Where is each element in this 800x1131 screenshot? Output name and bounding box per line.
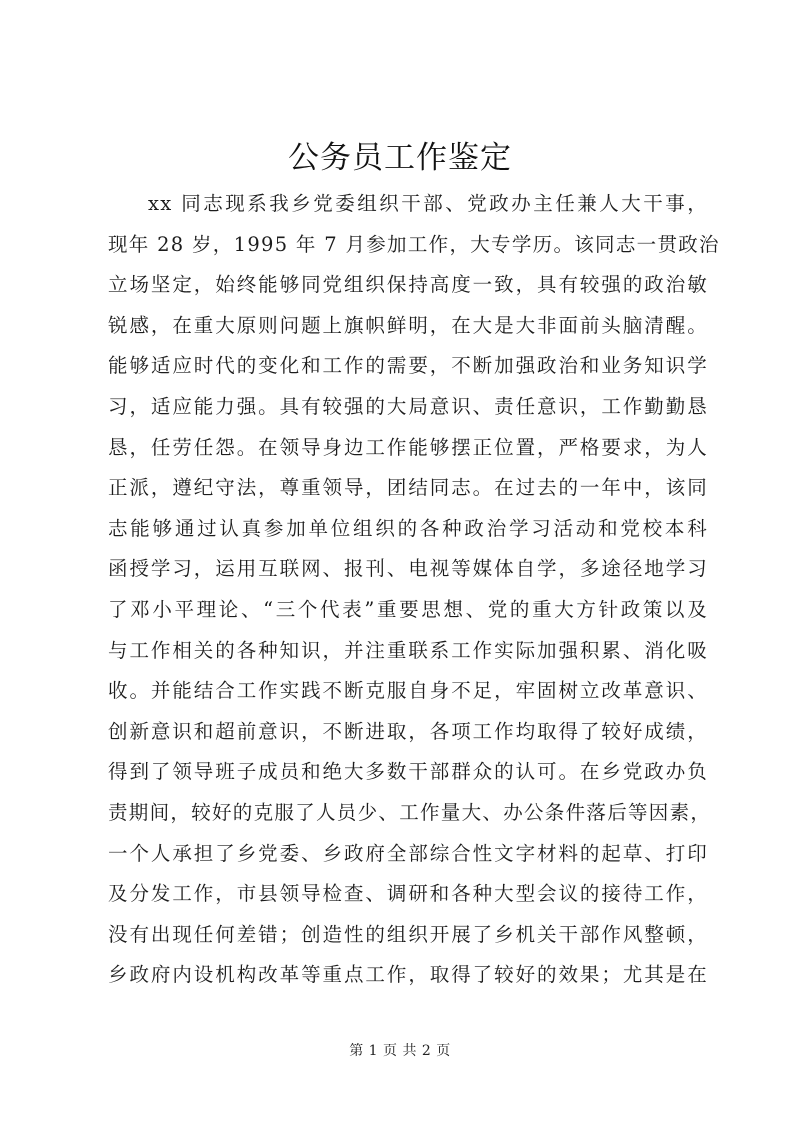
body-line: 与工作相关的各种知识，并注重联系工作实际加强积累、消化吸 bbox=[108, 638, 708, 662]
page-number-footer: 第 1 页 共 2 页 bbox=[349, 1043, 451, 1059]
body-line: xx 同志现系我乡党委组织干部、党政办主任兼人大干事， bbox=[148, 192, 708, 215]
body-line: 及分发工作，市县领导检查、调研和各种大型会议的接待工作， bbox=[108, 882, 708, 906]
body-line: 收。并能结合工作实践不断克服自身不足，牢固树立改革意识、 bbox=[108, 679, 708, 703]
body-line: 正派，遵纪守法，尊重领导，团结同志。在过去的一年中，该同 bbox=[108, 476, 708, 500]
body-line: 乡政府内设机构改革等重点工作，取得了较好的效果；尤其是在 bbox=[108, 963, 708, 987]
body-line: 一个人承担了乡党委、乡政府全部综合性文字材料的起草、打印 bbox=[108, 841, 708, 865]
document-title: 公务员工作鉴定 bbox=[288, 140, 512, 176]
body-line: 习，适应能力强。具有较强的大局意识、责任意识，工作勤勤恳 bbox=[108, 395, 708, 418]
body-line: 创新意识和超前意识，不断进取，各项工作均取得了较好成绩， bbox=[108, 719, 708, 743]
body-line: 了邓小平理论、“三个代表”重要思想、党的重大方针政策以及 bbox=[108, 598, 708, 621]
body-line: 现年 28 岁，1995 年 7 月参加工作，大专学历。该同志一贯政治 bbox=[108, 232, 720, 256]
body-line: 能够适应时代的变化和工作的需要，不断加强政治和业务知识学 bbox=[108, 354, 708, 378]
body-line: 函授学习，运用互联网、报刊、电视等媒体自学，多途径地学习 bbox=[108, 557, 708, 581]
body-line: 立场坚定，始终能够同党组织保持高度一致，具有较强的政治敏 bbox=[108, 273, 708, 297]
body-line: 锐感，在重大原则问题上旗帜鲜明，在大是大非面前头脑清醒。 bbox=[108, 313, 708, 337]
body-line: 没有出现任何差错；创造性的组织开展了乡机关干部作风整顿， bbox=[108, 922, 708, 946]
body-line: 责期间，较好的克服了人员少、工作量大、办公条件落后等因素， bbox=[108, 801, 712, 824]
body-line: 志能够通过认真参加单位组织的各种政治学习活动和党校本科 bbox=[108, 516, 708, 540]
body-line: 恳，任劳任怨。在领导身边工作能够摆正位置，严格要求，为人 bbox=[108, 435, 708, 459]
body-line: 得到了领导班子成员和绝大多数干部群众的认可。在乡党政办负 bbox=[108, 760, 708, 784]
